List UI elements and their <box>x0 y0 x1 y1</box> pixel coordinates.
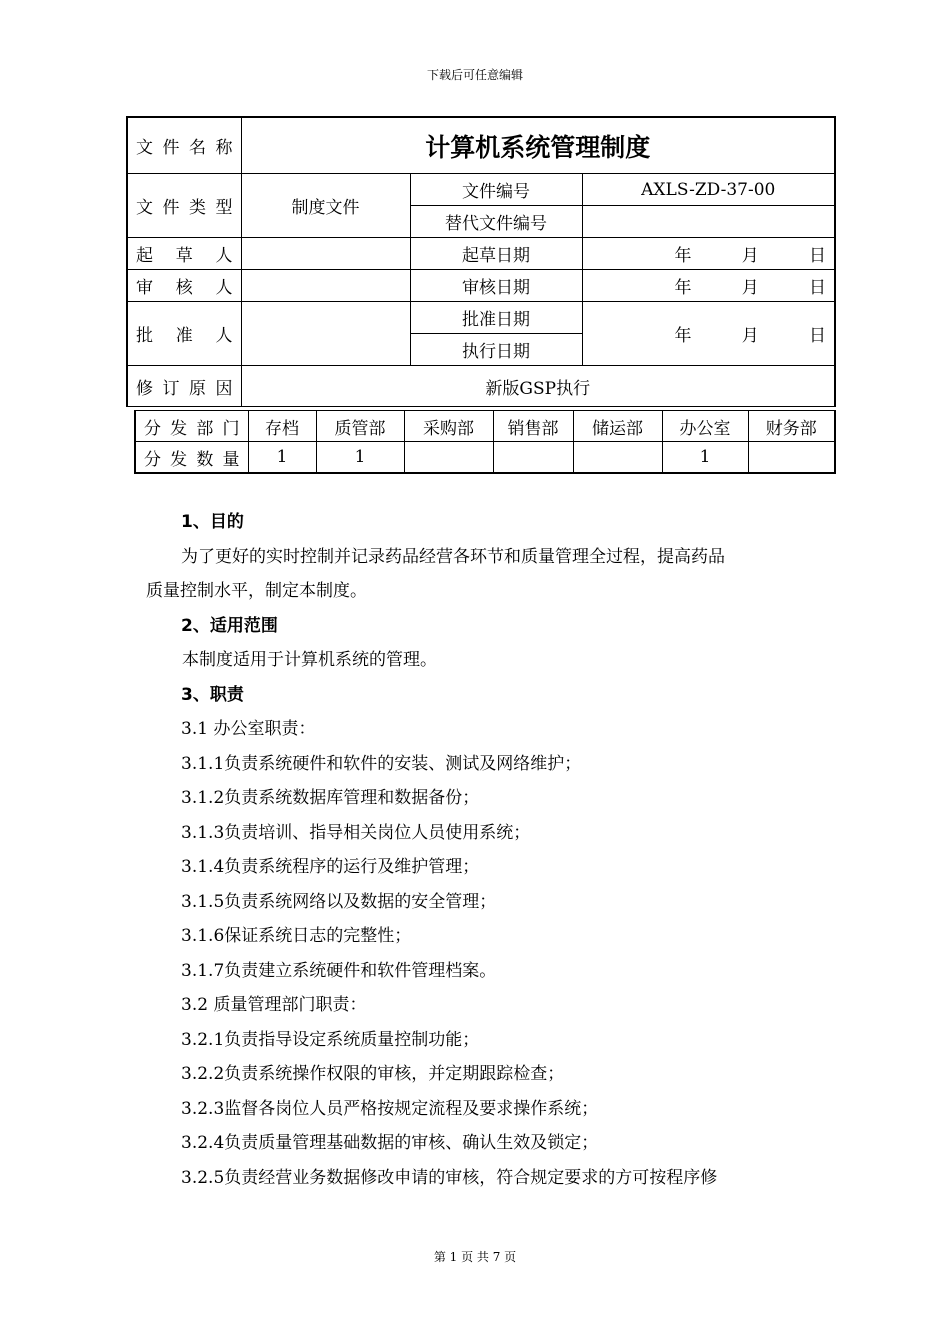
list-item: 3.1.4负责系统程序的运行及维护管理； <box>181 857 480 877</box>
document-info-table <box>126 116 836 407</box>
file-type-value: 制度文件 <box>241 174 410 238</box>
list-item: 3.1.3负责培训、指导相关岗位人员使用系统； <box>181 822 531 843</box>
file-type-label: 文件类型 <box>127 174 241 238</box>
qty-finance <box>748 442 835 474</box>
day-unit: 日 <box>809 246 826 266</box>
revision-reason-label: 修订原因 <box>127 366 241 407</box>
section-1-heading: 1、目的 <box>181 512 244 532</box>
section-1-paragraph-line-1: 为了更好的实时控制并记录药品经营各环节和质量管理全过程，提高药品 <box>181 546 725 567</box>
list-item: 3.1 办公室职责： <box>181 719 316 739</box>
drafter-label: 起草人 <box>127 238 241 270</box>
day-unit: 日 <box>809 326 826 346</box>
approver-label: 批准人 <box>127 302 241 366</box>
qty-purchasing <box>404 442 493 474</box>
list-item: 3.2.4负责质量管理基础数据的审核、确认生效及锁定； <box>181 1133 599 1153</box>
dept-office: 办公室 <box>662 411 748 442</box>
exec-date-label: 执行日期 <box>410 334 582 366</box>
list-item: 3.2.2负责系统操作权限的审核，并定期跟踪检查； <box>181 1064 565 1084</box>
qty-sales <box>493 442 573 474</box>
qty-storage <box>573 442 662 474</box>
dept-quality: 质管部 <box>316 411 404 442</box>
replace-number-label: 替代文件编号 <box>410 206 582 238</box>
approver-value <box>241 302 410 366</box>
qty-quality: 1 <box>316 442 404 474</box>
review-date-value <box>582 270 835 302</box>
document-title: 计算机系统管理制度 <box>241 117 835 174</box>
month-unit: 月 <box>741 278 759 298</box>
month-unit: 月 <box>741 246 759 266</box>
dept-purchasing: 采购部 <box>404 411 493 442</box>
reviewer-label: 审核人 <box>127 270 241 302</box>
document-body <box>146 505 816 1195</box>
replace-number-value <box>582 206 835 238</box>
draft-date-label: 起草日期 <box>410 238 582 270</box>
year-unit: 年 <box>674 278 692 298</box>
month-unit: 月 <box>741 326 759 346</box>
approve-date-value <box>582 302 835 366</box>
dept-finance: 财务部 <box>748 411 835 442</box>
distribution-qty-label: 分发数量 <box>135 442 248 474</box>
list-item: 3.1.6保证系统日志的完整性； <box>181 926 412 946</box>
review-date-label: 审核日期 <box>410 270 582 302</box>
section-3-heading: 3、职责 <box>181 684 244 705</box>
list-item: 3.1.7负责建立系统硬件和软件管理档案。 <box>181 960 497 981</box>
distribution-dept-label: 分发部门 <box>135 411 248 442</box>
year-unit: 年 <box>674 246 692 266</box>
list-item: 3.1.5负责系统网络以及数据的安全管理； <box>181 891 497 912</box>
revision-reason-value: 新版GSP执行 <box>241 366 835 407</box>
dept-storage: 储运部 <box>573 411 662 442</box>
section-2-paragraph: 本制度适用于计算机系统的管理。 <box>182 650 437 670</box>
list-item: 3.2.5负责经营业务数据修改申请的审核，符合规定要求的方可按程序修 <box>181 1167 718 1188</box>
distribution-table <box>134 410 836 474</box>
section-1-paragraph-line-2: 质量控制水平，制定本制度。 <box>146 581 367 601</box>
qty-archive: 1 <box>248 442 316 474</box>
dept-archive: 存档 <box>248 411 316 442</box>
reviewer-value <box>241 270 410 302</box>
list-item: 3.2.3监督各岗位人员严格按规定流程及要求操作系统； <box>181 1098 599 1119</box>
page-header-note: 下载后可任意编辑 <box>426 68 523 82</box>
doc-number-value: AXLS-ZD-37-00 <box>582 174 835 206</box>
approve-date-label: 批准日期 <box>410 302 582 334</box>
list-item: 3.2 质量管理部门职责： <box>181 995 367 1015</box>
day-unit: 日 <box>809 278 826 298</box>
qty-office: 1 <box>662 442 748 474</box>
page-footer-note: 第 1 页 共 7 页 <box>433 1250 517 1264</box>
file-name-label: 文件名称 <box>127 117 241 174</box>
drafter-value <box>241 238 410 270</box>
section-2-heading: 2、适用范围 <box>181 615 278 636</box>
list-item: 3.2.1负责指导设定系统质量控制功能； <box>181 1029 480 1050</box>
year-unit: 年 <box>674 326 692 346</box>
list-item: 3.1.1负责系统硬件和软件的安装、测试及网络维护； <box>181 753 582 774</box>
dept-sales: 销售部 <box>493 411 573 442</box>
list-item: 3.1.2负责系统数据库管理和数据备份； <box>181 788 480 808</box>
doc-number-label: 文件编号 <box>410 174 582 206</box>
draft-date-value <box>582 238 835 270</box>
